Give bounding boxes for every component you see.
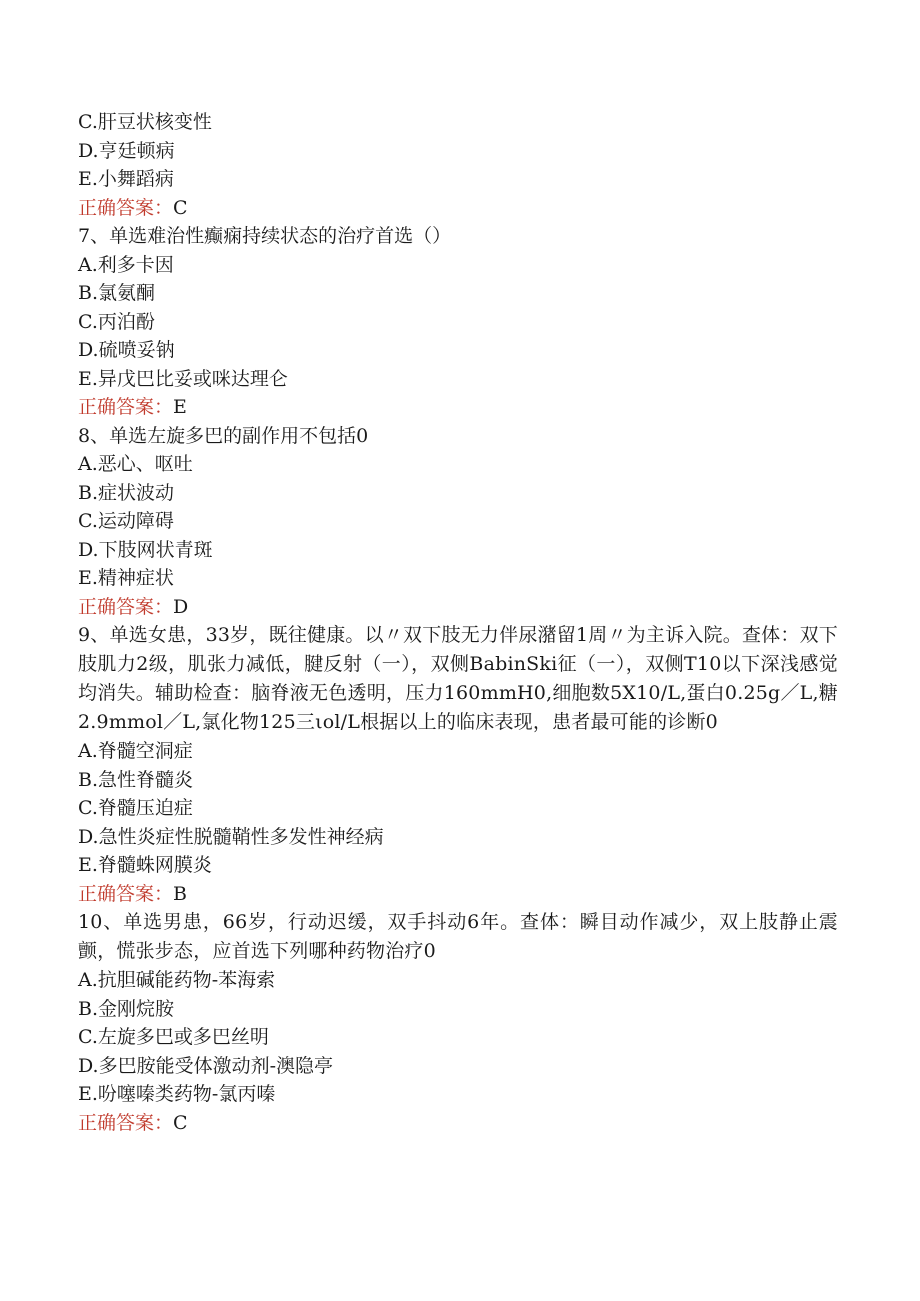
answer-value: C <box>173 196 188 219</box>
answer-line <box>78 880 838 909</box>
option-line: D.下肢网状青斑 <box>78 538 213 561</box>
option-line: E.脊髓蛛网膜炎 <box>78 854 212 876</box>
answer-label: 正确答案： <box>78 196 174 219</box>
option-line: A.抗胆碱能药物-苯海索 <box>78 969 276 991</box>
option-line: A.脊髓空洞症 <box>78 740 193 762</box>
option-line: B.急性脊髓炎 <box>78 768 194 791</box>
answer-label: 正确答案： <box>78 882 174 905</box>
answer-value: E <box>173 396 187 418</box>
option-line: B.金刚烷胺 <box>78 997 175 1020</box>
option-line: A.恶心、呕吐 <box>78 453 193 475</box>
option-line: C.左旋多巴或多巴丝明 <box>78 1026 269 1048</box>
answer-label: 正确答案： <box>78 396 174 418</box>
option-line: C.脊髓压迫症 <box>78 797 193 819</box>
option-line: E.异戊巴比妥或咪达理仑 <box>78 367 288 390</box>
answer-line <box>78 593 838 622</box>
document-page <box>78 108 838 1137</box>
option-line: B.氯氨酮 <box>78 282 156 304</box>
answer-line <box>78 194 838 223</box>
option-line: E.小舞蹈病 <box>78 168 174 190</box>
option-line: C.运动障碍 <box>78 510 174 532</box>
option-line: C.肝豆状核变性 <box>78 111 212 133</box>
option-line: B.症状波动 <box>78 481 175 504</box>
answer-label: 正确答案： <box>78 595 174 618</box>
option-line: D.多巴胺能受体激动剂-澳隐亭 <box>78 1054 334 1077</box>
option-line: D.硫喷妥钠 <box>78 339 175 361</box>
answer-value: C <box>173 1111 188 1134</box>
answer-value: D <box>173 595 189 618</box>
question-text: 10、单选男患，66岁，行动迟缓，双手抖动6年。查体：瞬目动作减少，双上肢静止震颤，慌张步态，应首选下列哪种药物治疗0 <box>78 911 838 962</box>
option-line: A.利多卡因 <box>78 253 174 276</box>
answer-line <box>78 393 838 422</box>
answer-value: B <box>173 882 187 905</box>
question-text: 8、单选左旋多巴的副作用不包括0 <box>78 424 369 447</box>
answer-line <box>78 1109 838 1138</box>
option-line: C.丙泊酚 <box>78 310 155 333</box>
option-line: D.亨廷顿病 <box>78 139 175 162</box>
option-line: E.吩噻嗪类药物-氯丙嗪 <box>78 1083 276 1105</box>
question-text: 7、单选难治性癫痫持续状态的治疗首选（） <box>78 225 452 247</box>
answer-label: 正确答案： <box>78 1111 174 1134</box>
option-line: E.精神症状 <box>78 567 174 589</box>
question-text: 9、单选女患，33岁，既往健康。以〃双下肢无力伴尿潴留1周〃为主诉入院。查体：双下肢肌力2级，肌张力减低，腱反射（一），双侧BabinSki征（一），双侧T10以下深浅感觉均消失。辅助检查：脑脊液无色透明，压力160mmH0,细胞数5X10/L,蛋白0.25g／L,糖2.9mmol／L,氯化物125三ιol/L根据以上的临床表现，患者最可能的诊断0 <box>78 624 838 733</box>
option-line: D.急性炎症性脱髓鞘性多发性神经病 <box>78 825 384 848</box>
